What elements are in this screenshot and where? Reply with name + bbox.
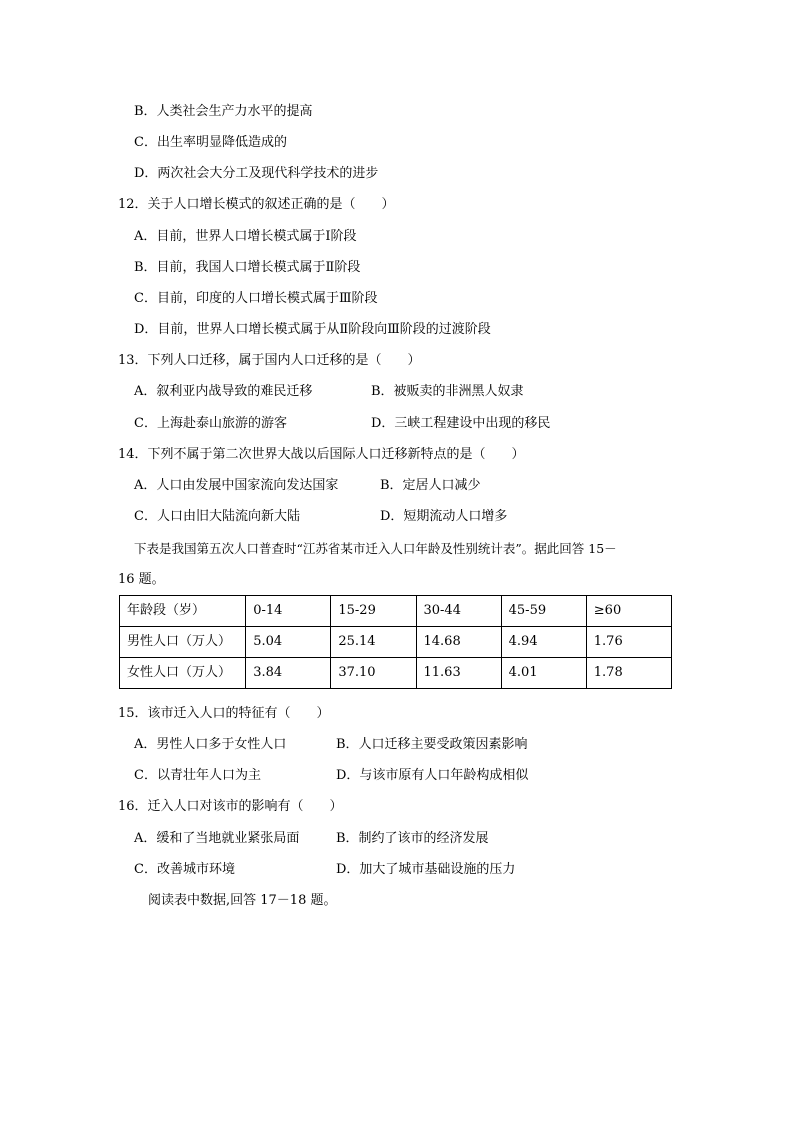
table-cell: 5.04 [246,627,331,658]
option-11c: C．出生率明显降低造成的 [134,135,287,150]
table-intro-cont: 16 题。 [118,572,165,587]
table-cell: 4.94 [501,627,586,658]
option-13d: D．三峡工程建设中出现的移民 [371,416,551,431]
option-15c: C．以青壮年人口为主 [134,768,261,783]
option-16a: A．缓和了当地就业紧张局面 [134,831,300,846]
option-15d: D．与该市原有人口年龄构成相似 [336,768,529,783]
reading-prompt: 阅读表中数据,回答 17－18 题。 [148,893,337,908]
table-cell: 25.14 [331,627,416,658]
question-14: 14．下列不属于第二次世界大战以后国际人口迁移新特点的是（ ） [118,447,525,462]
option-13b: B．被贩卖的非洲黑人奴隶 [371,384,524,399]
table-cell: 女性人口（万人） [120,658,246,689]
table-header-row [120,596,672,627]
table-cell: 1.76 [586,627,671,658]
option-16c: C．改善城市环境 [134,862,235,877]
question-13: 13．下列人口迁移，属于国内人口迁移的是（ ） [118,353,421,368]
option-14c: C．人口由旧大陆流向新大陆 [134,509,300,524]
table-cell: 11.63 [416,658,501,689]
option-11b: B．人类社会生产力水平的提高 [134,104,313,119]
option-12c: C．目前，印度的人口增长模式属于Ⅲ阶段 [134,291,378,306]
option-12d: D．目前，世界人口增长模式属于从Ⅱ阶段向Ⅲ阶段的过渡阶段 [134,322,491,337]
table-header-cell: 0-14 [246,596,331,627]
option-11d: D．两次社会大分工及现代科学技术的进步 [134,166,379,181]
table-header-cell: 年龄段（岁） [120,596,246,627]
option-16d: D．加大了城市基础设施的压力 [336,862,516,877]
table-header-cell: ≥60 [586,596,671,627]
option-16b: B．制约了该市的经济发展 [336,831,489,846]
question-16: 16．迁入人口对该市的影响有（ ） [118,799,343,814]
table-header-cell: 45-59 [501,596,586,627]
table-cell: 1.78 [586,658,671,689]
table-cell: 4.01 [501,658,586,689]
option-13c: C．上海赴泰山旅游的游客 [134,416,287,431]
option-14b: B．定居人口减少 [380,478,481,493]
option-13a: A．叙利亚内战导致的难民迁移 [134,384,313,399]
table-intro: 下表是我国第五次人口普查时“江苏省某市迁入人口年龄及性别统计表”。据此回答 15－ [134,541,617,556]
option-12a: A．目前，世界人口增长模式属于Ⅰ阶段 [134,229,357,244]
migration-stats-table [119,595,672,689]
table-header-cell: 30-44 [416,596,501,627]
option-15a: A．男性人口多于女性人口 [134,737,287,752]
option-14a: A．人口由发展中国家流向发达国家 [134,478,339,493]
table-cell: 37.10 [331,658,416,689]
option-14d: D．短期流动人口增多 [380,509,508,524]
table-row [120,627,672,658]
question-15: 15．该市迁入人口的特征有（ ） [118,706,330,721]
question-12: 12．关于人口增长模式的叙述正确的是（ ） [118,197,395,212]
option-12b: B．目前，我国人口增长模式属于Ⅱ阶段 [134,260,361,275]
table-cell: 14.68 [416,627,501,658]
table-cell: 男性人口（万人） [120,627,246,658]
option-15b: B．人口迁移主要受政策因素影响 [336,737,528,752]
table-row [120,658,672,689]
table-header-cell: 15-29 [331,596,416,627]
table-cell: 3.84 [246,658,331,689]
